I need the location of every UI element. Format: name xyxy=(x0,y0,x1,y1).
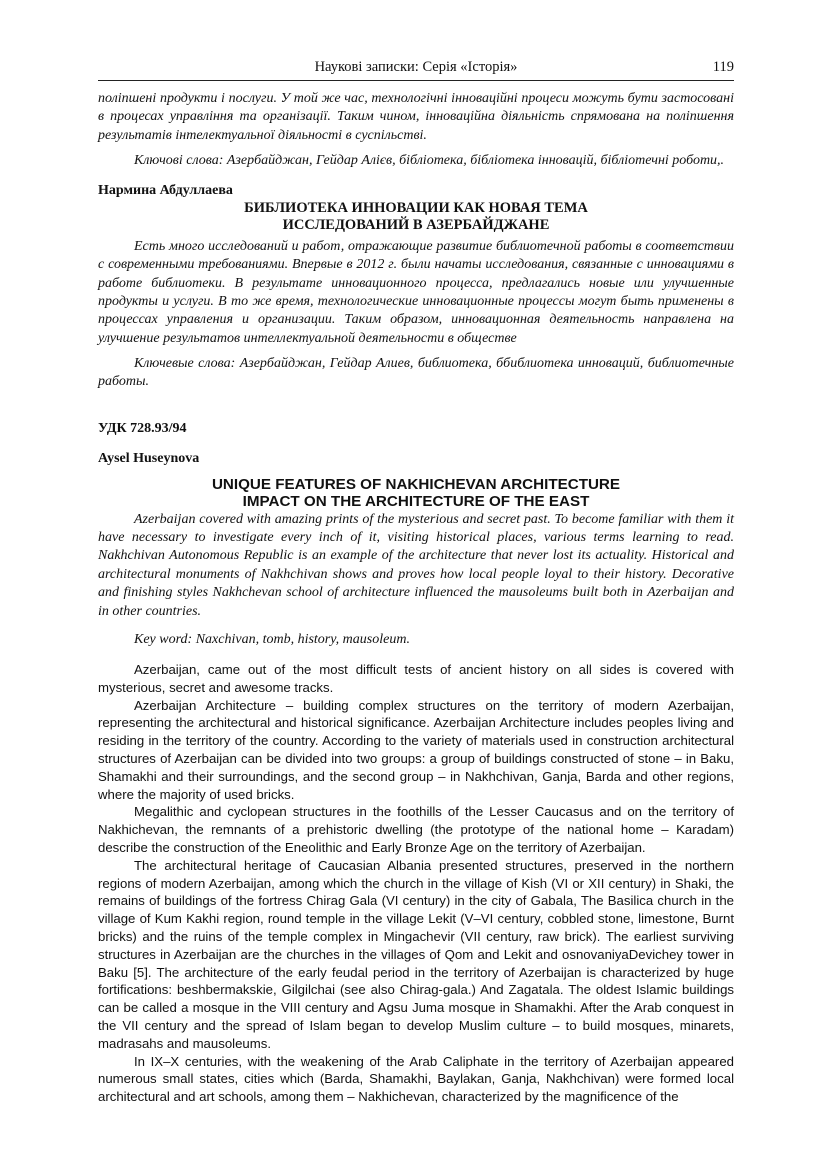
body-paragraph: Azerbaijan, came out of the most difficult tests of ancient history on all sides is covered with mysterious, secret and awesome tracks. xyxy=(98,662,734,695)
body-paragraph: In IX–X centuries, with the weakening of the Arab Caliphate in the territory of Azerbaijan appeared numerous small states, cities which (Barda, Shamakhi, Baylakan, Ganja, Nakhchivan) were formed local architectural and art schools, among them – Nakhichevan, characterized by the magnificence of the xyxy=(98,1053,734,1105)
journal-title: Наукові записки: Серія «Історія» xyxy=(314,59,518,75)
running-header xyxy=(98,56,734,81)
body-paragraph: Megalithic and cyclopean structures in the foothills of the Lesser Caucasus and on the territory of Nakhichevan, the remnants of a prehistoric dwelling (the prototype of the national home – Karadam) describe the construction of the Eneolithic and Early Bronze Age on the territory of Azerbaijan. xyxy=(98,804,734,855)
article-author: Aysel Huseynova xyxy=(98,450,200,466)
russian-title-line2: ИССЛЕДОВАНИЙ В АЗЕРБАЙДЖАНЕ xyxy=(282,217,550,234)
russian-summary xyxy=(98,182,734,391)
article-title-line1: UNIQUE FEATURES OF NAKHICHEVAN ARCHITECTURE xyxy=(211,475,621,493)
article-keywords: Key word: Naxchivan, tomb, history, mausoleum. xyxy=(134,632,410,647)
body-paragraph: Azerbaijan Architecture – building complex structures on the territory of modern Azerbaijan, representing the architectural and historical significance. Azerbaijan Architecture includes peoples living and residing in the territory of the country. According to the variety of materials used in construction architectural structures of Azerbaijan can be divided into two groups: a group of buildings constructed of stone – in Baku, Shamakhi and their surroundings, and the second group – in Nakhchivan, Ganja, Barda and other regions, where the majority of used bricks. xyxy=(98,697,734,802)
article-title-line2: IMPACT ON THE ARCHITECTURE OF THE EAST xyxy=(242,493,590,511)
body-paragraph: The architectural heritage of Caucasian Albania presented structures, preserved in the northern regions of modern Azerbaijan, among which the church in the village of Kish (VI or XII century) in Shaki, the remains of buildings of the fortress Chirag Gala (VI century) in the city of Gabala, The Basilica church in the village of Kum Kakhi region, round temple in the village Lekit (V–VI century, cobbled stone, limestone, Burnt bricks) and the ruins of the temple complex in Mingachevir (VII century, raw brick). The earliest surviving structures in Azerbaijan are the churches in the villages of Qom and Lekit and osnovaniyaDevichey tower in Baku [5]. The architecture of the early feudal period in the territory of Azerbaijan is characterized by huge fortifications: beshbermakskie, Gilgilchai (see also Chirag-gala.) And Zagatala. The oldest Islamic buildings can be called a mosque in the VIII century and Agsu Juma mosque in Shamakhi. After the Arab conquest in the VII century and the spread of Islam began to develop Muslim culture – to build mosques, minarets, madrasahs and mausoleums. xyxy=(98,857,734,1051)
article-title xyxy=(98,476,734,511)
journal-page xyxy=(98,56,734,1106)
udk-code: УДК 728.93/94 xyxy=(98,420,187,436)
russian-title-line1: БИБЛИОТЕКА ИННОВАЦИИ КАК НОВАЯ ТЕМА xyxy=(244,200,588,217)
russian-author: Нармина Абдуллаева xyxy=(98,183,233,199)
ukrainian-abstract-tail: поліпшені продукти і послуги. У той же час, технологічні інноваційні процеси можуть бути застосовані в процесах управління та організації. Таким чином, інноваційна діяльність спрямована на поліпшення результатів інтелектуальної діяльності в суспільстві. xyxy=(98,91,734,143)
ukrainian-abstract-block xyxy=(98,90,734,170)
article-abstract: Azerbaijan covered with amazing prints of the mysterious and secret past. To become familiar with them it have necessary to investigate every inch of it, visiting historical places, various terms learning to read. Nakhchivan Autonomous Republic is an example of the architecture that never lost its actuality. Historical and architectural monuments of Nakhchivan shows and proves how local people loyal to their history. Decorative and finishing styles Nakhchevan school of architecture influenced the mausoleums built both in Azerbaijan and in other countries. xyxy=(98,511,734,619)
russian-abstract: Есть много исследований и работ, отражающие развитие библиотечной работы в соответствии с современными требованиями. Впервые в 2012 г. были начаты исследования, связанные с инновациями в работе библиотеки. В результате инновационного процесса, предлагались новые или улучшенные продукты и услуги. В то же время, технологические инновационные процессы могут быть применены в процессах управления и организации. Таким образом, инновационная деятельность направлена на улучшение результатов интеллектуальной деятельности в обществе xyxy=(98,239,734,346)
russian-keywords: Ключевые слова: Азербайджан, Гейдар Алиев, библиотека, ббиблиотека инноваций, библиотечные работы. xyxy=(98,355,734,390)
ukrainian-keywords: Ключові слова: Азербайджан, Гейдар Алієв, бібліотека, бібліотека інновацій, бібліотечні роботи,. xyxy=(134,152,725,168)
article-body xyxy=(98,661,734,1106)
page-number: 119 xyxy=(712,59,734,75)
